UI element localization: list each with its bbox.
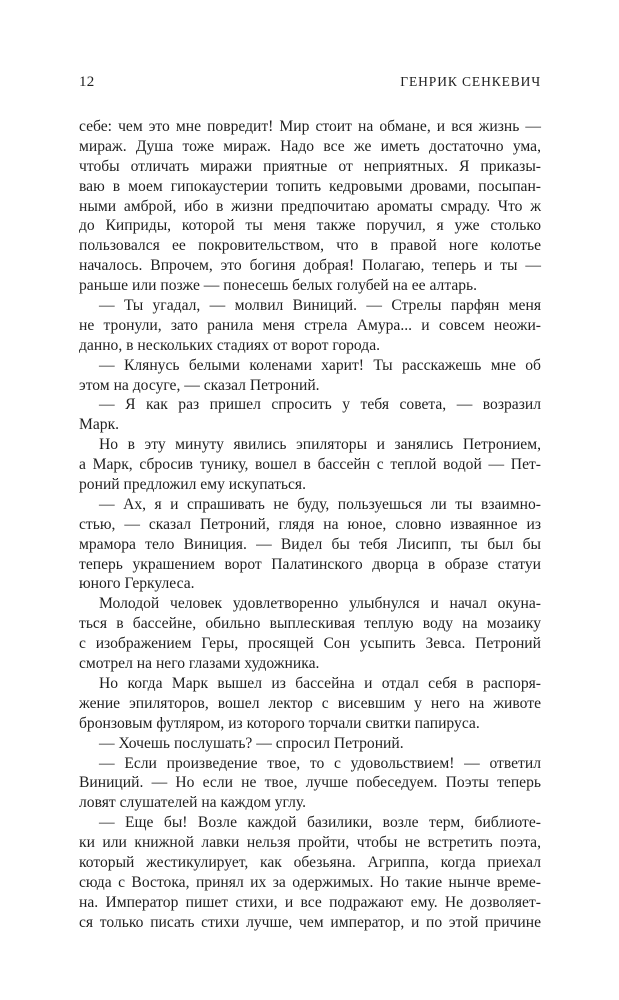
text-line: который жестикулирует, как обезьяна. Агриппа, когда приехал xyxy=(79,853,541,871)
text-line: мираж. Душа тоже мираж. Надо все же иметь достаточно ума, xyxy=(79,137,541,155)
text-line: Марк. xyxy=(79,416,120,434)
text-line: ваю в моем гипокаустерии топить кедровыми дровами, посыпан- xyxy=(79,177,541,195)
page-number: 12 xyxy=(79,74,95,90)
text-line: — Еще бы! Возле каждой базилики, возле терм, библиоте- xyxy=(99,814,541,832)
text-line: пользовался ее покровительством, что в правой ноге колотье xyxy=(79,237,541,255)
text-line: сюда с Востока, принял их за одержимых. Но такие нынче време- xyxy=(79,873,541,891)
text-line: ловят слушателей на каждом углу. xyxy=(79,794,307,812)
text-line: ся только писать стихи лучше, чем император, и по этой причине xyxy=(79,913,541,931)
text-line: бронзовым футляром, из которого торчали свитки папируса. xyxy=(79,714,480,732)
text-line: роний предложил ему искупаться. xyxy=(79,476,306,494)
text-line: — Ты угадал, — молвил Виниций. — Стрелы парфян меня xyxy=(99,297,541,315)
text-line: — Хочешь послушать? — спросил Петроний. xyxy=(99,734,404,752)
text-line: Но в эту минуту явились эпиляторы и занялись Петронием, xyxy=(99,436,541,454)
text-line: — Клянусь белыми коленами харит! Ты расскажешь мне об xyxy=(99,356,541,374)
text-line: на. Император пишет стихи, и все подражают ему. Не дозволяет- xyxy=(79,893,541,911)
text-line: не тронули, зато ранила меня стрела Амура... и совсем неожи- xyxy=(79,316,541,334)
text-line: ными амброй, ибо в жизни предпочитаю ароматы смраду. Что ж xyxy=(79,197,541,215)
text-line: чтобы отличать миражи приятные от неприятных. Я приказы- xyxy=(79,157,541,175)
text-line: а Марк, сбросив тунику, вошел в бассейн с теплой водой — Пет- xyxy=(79,456,541,474)
text-line: стью, — сказал Петроний, глядя на юное, словно изваянное из xyxy=(79,515,541,533)
text-line: данно, в нескольких стадиях от ворот города. xyxy=(79,336,381,354)
text-line: — Если произведение твое, то с удовольствием! — ответил xyxy=(99,754,541,772)
text-line: ки или книжной лавки нельзя пройти, чтобы не встретить поэта, xyxy=(79,834,541,852)
text-line: этом на досуге, — сказал Петроний. xyxy=(79,376,320,394)
text-line: себе: чем это мне повредит! Мир стоит на обмане, и вся жизнь — xyxy=(79,118,541,135)
text-line: — Ах, я и спрашивать не буду, пользуешься ли ты взаимно- xyxy=(99,495,541,513)
text-line: Но когда Марк вышел из бассейна и отдал себя в распоря- xyxy=(99,674,541,692)
text-line: до Киприды, которой ты меня также поручил, я уже столько xyxy=(79,217,541,235)
text-line: ться в бассейне, обильно выплескивая теплую воду на мозаику xyxy=(79,615,541,633)
text-line: раньше или позже — понесешь белых голубей на ее алтарь. xyxy=(79,277,478,295)
text-line: Молодой человек удовлетворенно улыбнулся и начал окуна- xyxy=(99,595,541,613)
text-line: мрамора тело Виниция. — Видел бы тебя Лисипп, ты был бы xyxy=(79,535,541,553)
text-line: началось. Впрочем, это богиня добрая! Полагаю, теперь и ты — xyxy=(79,257,541,275)
text-line: теперь украшением ворот Палатинского дворца в образе статуи xyxy=(79,555,541,573)
text-line: юного Геркулеса. xyxy=(79,575,195,593)
text-line: смотрел на него глазами художника. xyxy=(79,655,320,673)
text-line: — Я как раз пришел спросить у тебя совета, — возразил xyxy=(99,396,541,414)
running-title: ГЕНРИК СЕНКЕВИЧ xyxy=(400,74,541,89)
text-line: Виниций. — Но если не твое, лучше побеседуем. Поэты теперь xyxy=(79,774,541,792)
body-text xyxy=(79,117,541,933)
text-line: с изображением Геры, просящей Сон усыпить Зевса. Петроний xyxy=(79,635,541,653)
text-line: жение эпиляторов, вошел лектор с висевшим у него на животе xyxy=(79,694,541,712)
page-header xyxy=(79,74,541,94)
